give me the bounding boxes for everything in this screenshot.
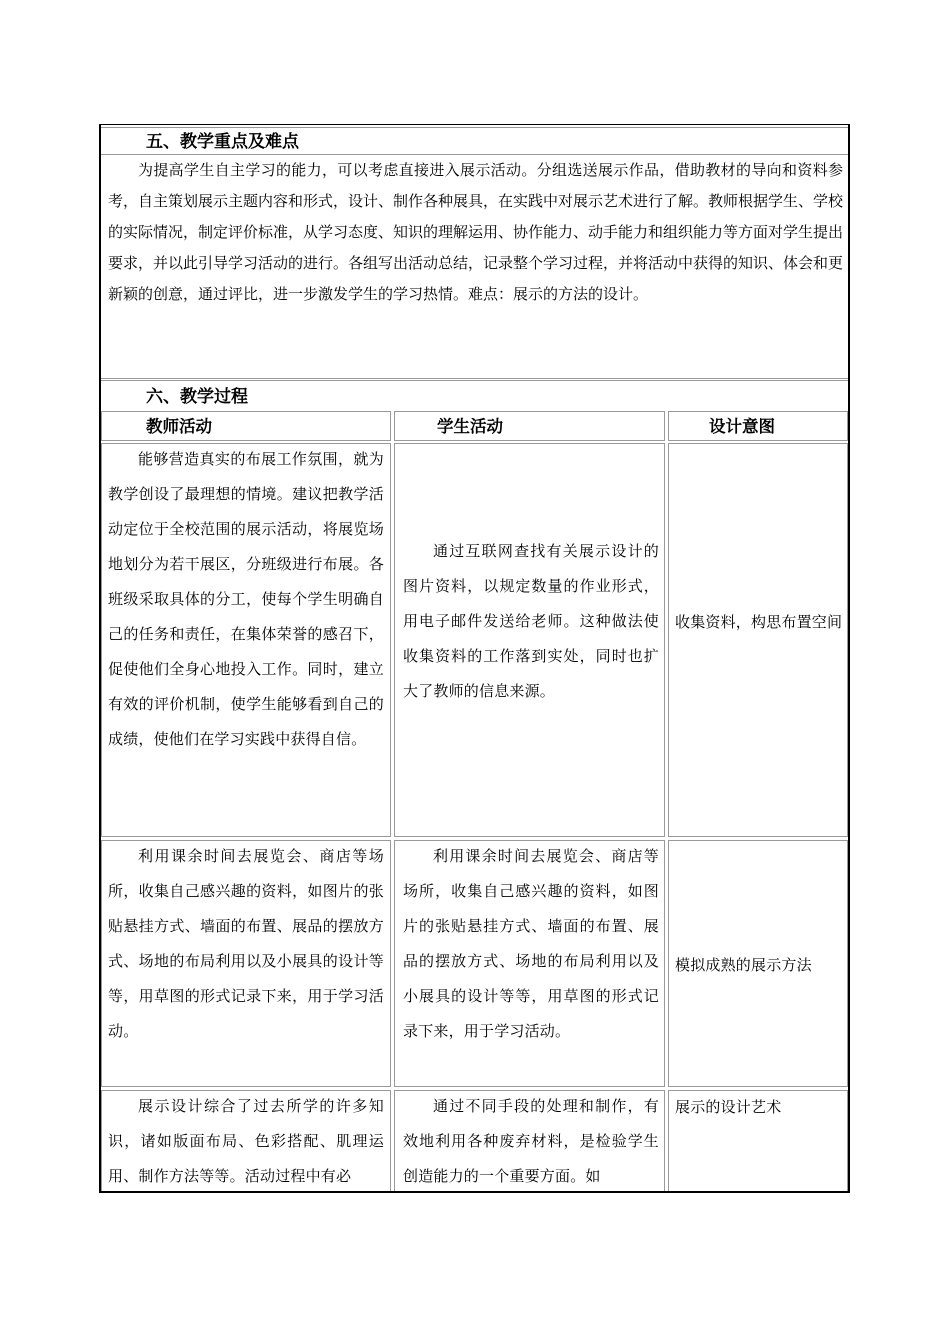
table-row-1-teacher: [101, 443, 391, 837]
header-intent-label: 设计意图: [709, 417, 775, 436]
table-row-1-student: [394, 443, 665, 837]
section-title-key-points: 五、教学重点及难点: [146, 132, 299, 152]
header-student-label: 学生活动: [437, 417, 503, 436]
table-row-2-student: [394, 840, 665, 1087]
header-teacher-label: 教师活动: [146, 417, 212, 436]
row-2-teacher-text: 利用课余时间去展览会、商店等场所，收集自己感兴趣的资料，如图片的张贴悬挂方式、墙面的布置、展品的摆放方式、场地的布局利用以及小展具的设计等等，用草图的形式记录下来，用于学习活动。: [108, 847, 384, 1040]
row-1-student-text: 通过互联网查找有关展示设计的图片资料，以规定数量的作业形式，用电子邮件发送给老师。这种做法使收集资料的工作落到实处，同时也扩大了教师的信息来源。: [403, 542, 659, 700]
table-row-3-intent: [668, 1090, 848, 1191]
header-cell-teacher: [101, 411, 391, 441]
key-points-paragraph: 为提高学生自主学习的能力，可以考虑直接进入展示活动。分组选送展示作品，借助教材的导向和资料参考，自主策划展示主题内容和形式，设计、制作各种展具，在实践中对展示艺术进行了解。教师根据学生、学校的实际情况，制定评价标准，从学习态度、知识的理解运用、协作能力、动手能力和组织能力等方面对学生提出要求，并以此引导学习活动的进行。各组写出活动总结，记录整个学习过程，并将活动中获得的知识、体会和更新颖的创意，通过评比，进一步激发学生的学习热情。难点：展示的方法的设计。: [108, 161, 844, 303]
row-3-intent-text: 展示的设计艺术: [675, 1098, 782, 1116]
row-1-teacher-text: 能够营造真实的布展工作氛围，就为教学创设了最理想的情境。建议把教学活动定位于全校范围的展示活动，将展览场地划分为若干展区，分班级进行布展。各班级采取具体的分工，使每个学生明确自己的任务和责任，在集体荣誉的感召下，促使他们全身心地投入工作。同时，建立有效的评价机制，使学生能够看到自己的成绩，使他们在学习实践中获得自信。: [108, 450, 384, 748]
row-3-student-text: 通过不同手段的处理和制作，有效地利用各种废弃材料，是检验学生创造能力的一个重要方面。如: [403, 1097, 659, 1185]
table-row-2-teacher: [101, 840, 391, 1087]
table-row-2-intent: [668, 840, 848, 1087]
row-2-intent-text: 模拟成熟的展示方法: [675, 956, 812, 974]
table-row-3-teacher: [101, 1090, 391, 1191]
row-3-teacher-text: 展示设计综合了过去所学的许多知识，诸如版面布局、色彩搭配、肌理运用、制作方法等等。活动过程中有必: [108, 1097, 384, 1185]
divider: [101, 378, 848, 381]
header-cell-student: [394, 411, 665, 441]
table-row-1-intent: [668, 443, 848, 837]
table-row-3-student: [394, 1090, 665, 1191]
section-title-process: 六、教学过程: [146, 387, 248, 407]
header-cell-intent: [668, 411, 848, 441]
row-1-intent-text: 收集资料，构思布置空间: [675, 613, 843, 631]
row-2-student-text: 利用课余时间去展览会、商店等场所，收集自己感兴趣的资料，如图片的张贴悬挂方式、墙面的布置、展品的摆放方式、场地的布局利用以及小展具的设计等等，用草图的形式记录下来，用于学习活动。: [403, 847, 659, 1040]
